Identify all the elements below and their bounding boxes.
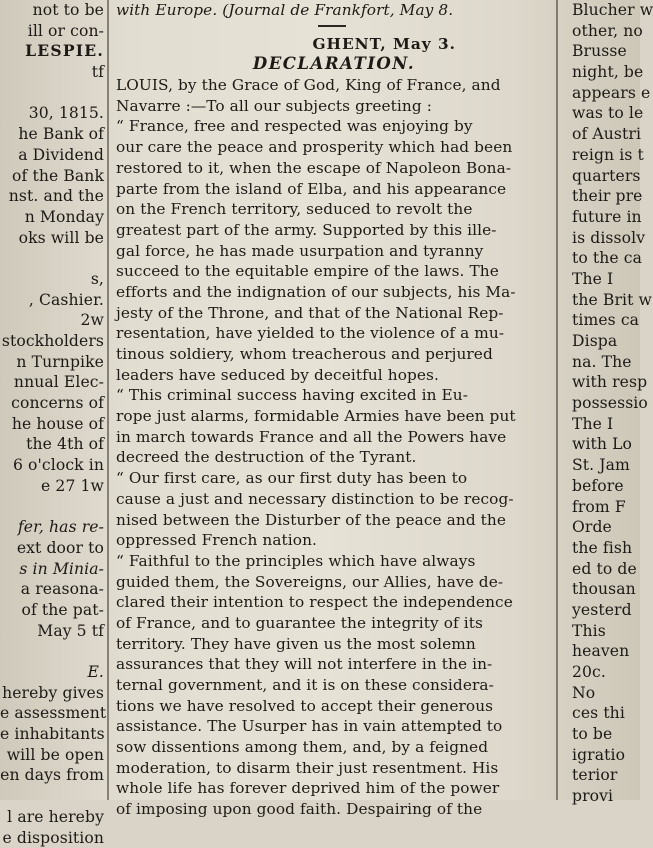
body-line: restored to it, when the escape of Napoleon Bona-	[112, 158, 552, 179]
left-column-line	[0, 786, 110, 807]
left-column-line: e disposition	[0, 828, 110, 848]
left-column-line: LESPIE.	[0, 41, 110, 62]
left-column-line: l are hereby	[0, 807, 110, 828]
right-column-line: was to le	[568, 103, 640, 124]
body-line: resentation, have yielded to the violence of a mu-	[112, 323, 552, 344]
left-column-line: a reasona-	[0, 579, 110, 600]
left-column-line: the 4th of	[0, 434, 110, 455]
right-column-line: with resp	[568, 372, 640, 393]
right-column-line: of Austri	[568, 124, 640, 145]
middle-column	[112, 0, 552, 800]
right-column-line: quarters	[568, 166, 640, 187]
body-line: of imposing upon good faith. Despairing of the	[112, 799, 552, 820]
right-column-line: their pre	[568, 186, 640, 207]
right-column-line: St. Jam	[568, 455, 640, 476]
body-line: ternal government, and it is on these considera-	[112, 675, 552, 696]
body-line: whole life has forever deprived him of the power	[112, 778, 552, 799]
body-line: of France, and to guarantee the integrity of its	[112, 613, 552, 634]
body-line: tions we have resolved to accept their generous	[112, 696, 552, 717]
left-column-line: a Dividend	[0, 145, 110, 166]
body-line: assistance. The Usurper has in vain attempted to	[112, 716, 552, 737]
section-dash	[318, 25, 346, 27]
body-line: “ Our first care, as our first duty has been to	[112, 468, 552, 489]
left-column-line: stockholders	[0, 331, 110, 352]
right-column-line: ed to de	[568, 559, 640, 580]
left-column-line: s,	[0, 269, 110, 290]
right-column-line: appears e	[568, 83, 640, 104]
body-line: guided them, the Sovereigns, our Allies, have de-	[112, 572, 552, 593]
left-column-line: s in Minia-	[0, 559, 110, 580]
left-column-line: of the pat-	[0, 600, 110, 621]
right-column-line: 20c.	[568, 662, 640, 683]
right-column-line: reign is t	[568, 145, 640, 166]
body-line: in march towards France and all the Powers have	[112, 427, 552, 448]
body-line: LOUIS, by the Grace of God, King of France, and	[112, 75, 552, 96]
left-column-line: ill or con-	[0, 21, 110, 42]
left-column-line: en days from	[0, 765, 110, 786]
left-column-line: 30, 1815.	[0, 103, 110, 124]
body-line: moderation, to disarm their just resentment. His	[112, 758, 552, 779]
left-column-line: May 5 tf	[0, 621, 110, 642]
right-column-line: na. The	[568, 352, 640, 373]
body-line: rope just alarms, formidable Armies have been put	[112, 406, 552, 427]
left-column-line: e 27 1w	[0, 476, 110, 497]
left-column-line: nnual Elec-	[0, 372, 110, 393]
body-line: territory. They have given us the most solemn	[112, 634, 552, 655]
right-column-line: the fish	[568, 538, 640, 559]
body-line: greatest part of the army. Supported by this ille-	[112, 220, 552, 241]
body-line: our care the peace and prosperity which had been	[112, 137, 552, 158]
right-column-line: future in	[568, 207, 640, 228]
dateline: GHENT, May 3.	[112, 34, 552, 55]
body-line: clared their intention to respect the independence	[112, 592, 552, 613]
right-column-line: Dispa	[568, 331, 640, 352]
body-line: leaders have seduced by deceitful hopes.	[112, 365, 552, 386]
body-line: cause a just and necessary distinction to be recog-	[112, 489, 552, 510]
left-column-line: not to be	[0, 0, 110, 21]
column-rule-right	[556, 0, 558, 800]
right-column	[568, 0, 640, 800]
declaration-title: DECLARATION.	[112, 54, 552, 75]
right-column-line: thousan	[568, 579, 640, 600]
right-column-line: to the ca	[568, 248, 640, 269]
body-line: succeed to the equitable empire of the laws. The	[112, 261, 552, 282]
body-line: nised between the Disturber of the peace and the	[112, 510, 552, 531]
right-column-line: The I	[568, 414, 640, 435]
body-line: “ Faithful to the principles which have always	[112, 551, 552, 572]
body-line: on the French territory, seduced to revolt the	[112, 199, 552, 220]
left-column-line: he house of	[0, 414, 110, 435]
body-line: efforts and the indignation of our subjects, his Ma-	[112, 282, 552, 303]
right-column-line: This	[568, 621, 640, 642]
right-column-line: igratio	[568, 745, 640, 766]
left-column-line	[0, 83, 110, 104]
left-column	[0, 0, 110, 800]
right-column-line: Brusse	[568, 41, 640, 62]
body-line: “ This criminal success having excited in Eu-	[112, 385, 552, 406]
left-column-line: oks will be	[0, 228, 110, 249]
left-column-line: fer, has re-	[0, 517, 110, 538]
left-column-line: , Cashier.	[0, 290, 110, 311]
body-line: decreed the destruction of the Tyrant.	[112, 447, 552, 468]
top-line: with Europe. (Journal de Frankfort, May 8.	[112, 0, 552, 21]
left-column-line: 6 o'clock in	[0, 455, 110, 476]
right-column-line: yesterd	[568, 600, 640, 621]
body-line: parte from the island of Elba, and his appearance	[112, 179, 552, 200]
body-line: gal force, he has made usurpation and tyranny	[112, 241, 552, 262]
left-column-line: of the Bank	[0, 166, 110, 187]
right-column-line: ces thi	[568, 703, 640, 724]
right-column-line: possessio	[568, 393, 640, 414]
right-column-line: No	[568, 683, 640, 704]
left-column-line: ext door to	[0, 538, 110, 559]
right-column-line: is dissolv	[568, 228, 640, 249]
left-column-line: e inhabitants	[0, 724, 110, 745]
right-column-line: terior	[568, 765, 640, 786]
body-line: Navarre :—To all our subjects greeting :	[112, 96, 552, 117]
body-line: tinous soldiery, whom treacherous and perjured	[112, 344, 552, 365]
left-column-line: will be open	[0, 745, 110, 766]
right-column-line: Blucher w	[568, 0, 640, 21]
right-column-line: with Lo	[568, 434, 640, 455]
right-column-line: heaven	[568, 641, 640, 662]
right-column-line: from F	[568, 497, 640, 518]
left-column-line: he Bank of	[0, 124, 110, 145]
right-column-line: the Brit w	[568, 290, 640, 311]
right-column-line: night, be	[568, 62, 640, 83]
left-column-line: 2w	[0, 310, 110, 331]
left-column-line	[0, 641, 110, 662]
body-line: assurances that they will not interfere in the in-	[112, 654, 552, 675]
left-column-line	[0, 248, 110, 269]
left-column-line: tf	[0, 62, 110, 83]
left-column-line: concerns of	[0, 393, 110, 414]
right-column-line: other, no	[568, 21, 640, 42]
left-column-line: nst. and the	[0, 186, 110, 207]
left-column-line: hereby gives	[0, 683, 110, 704]
body-line: “ France, free and respected was enjoying by	[112, 116, 552, 137]
right-column-line: Orde	[568, 517, 640, 538]
left-column-line: e assessment	[0, 703, 110, 724]
right-column-line: to be	[568, 724, 640, 745]
body-line: sow dissentions among them, and, by a feigned	[112, 737, 552, 758]
left-column-line: n Turnpike	[0, 352, 110, 373]
right-column-line: The I	[568, 269, 640, 290]
left-column-line: E.	[0, 662, 110, 683]
declaration-body	[112, 75, 552, 820]
left-column-line: n Monday	[0, 207, 110, 228]
right-column-line: times ca	[568, 310, 640, 331]
body-line: oppressed French nation.	[112, 530, 552, 551]
body-line: jesty of the Throne, and that of the National Rep-	[112, 303, 552, 324]
right-column-line: provi	[568, 786, 640, 807]
left-column-line	[0, 497, 110, 518]
right-column-line: before	[568, 476, 640, 497]
